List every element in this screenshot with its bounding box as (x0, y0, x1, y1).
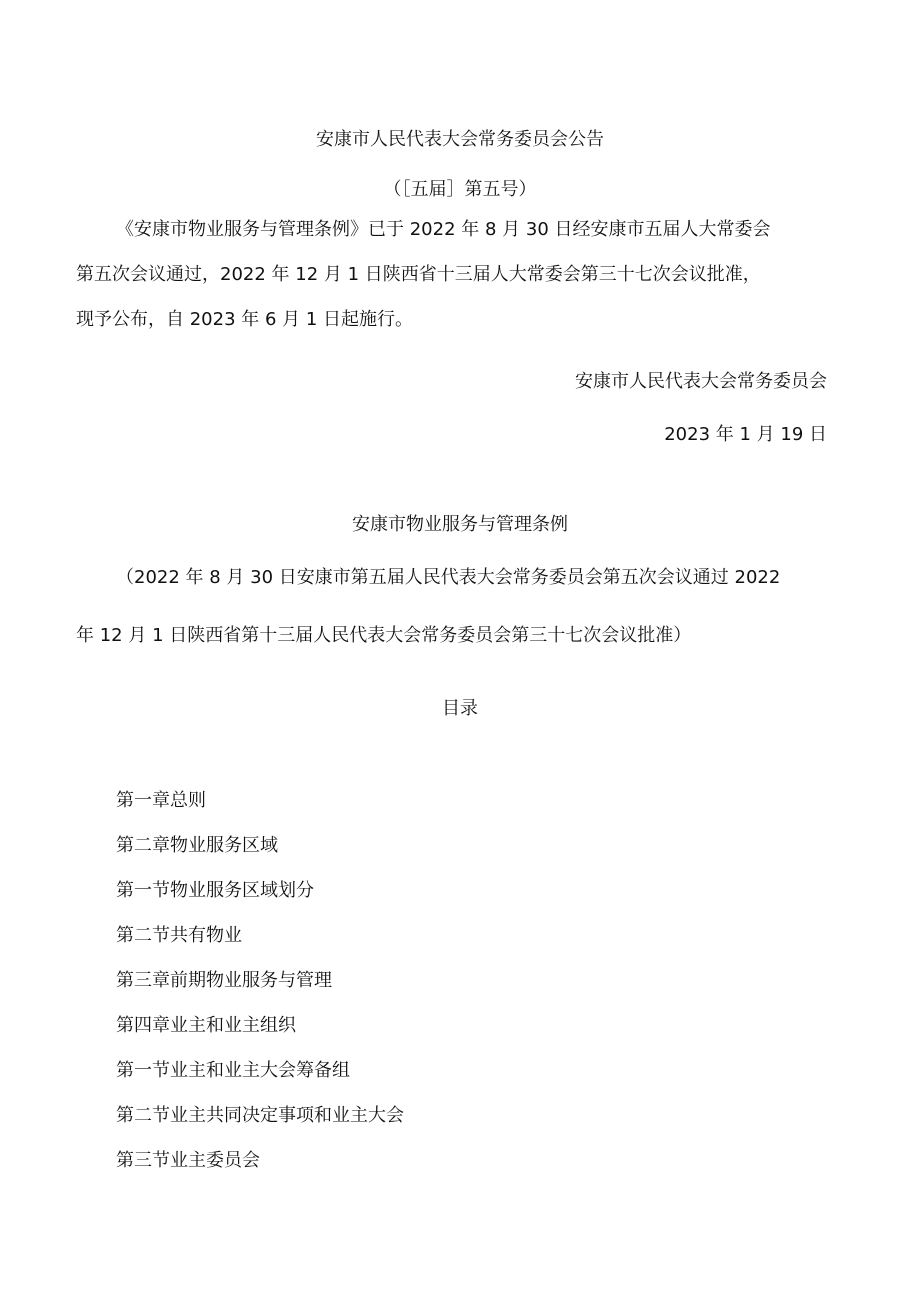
announcement-body-line-2: 第五次会议通过，2022 年 12 月 1 日陕西省十三届人大常委会第三十七次会议批准， (76, 264, 761, 285)
announcement-body-line-3: 现予公布，自 2023 年 6 月 1 日起施行。 (76, 309, 414, 330)
toc-item: 第一节物业服务区域划分 (116, 880, 314, 901)
toc-item: 第四章业主和业主组织 (116, 1015, 296, 1036)
toc-item: 第二节共有物业 (116, 925, 242, 946)
regulation-note-line-1: （2022 年 8 月 30 日安康市第五届人民代表大会常务委员会第五次会议通过 2022 (116, 567, 781, 588)
announcement-signature: 安康市人民代表大会常务委员会 (575, 371, 827, 392)
toc-item: 第二节业主共同决定事项和业主大会 (116, 1105, 404, 1126)
regulation-title: 安康市物业服务与管理条例 (352, 514, 568, 535)
toc-item: 第三节业主委员会 (116, 1150, 260, 1171)
announcement-body-line-1: 《安康市物业服务与管理条例》已于 2022 年 8 月 30 日经安康市五届人大常委会 (116, 219, 771, 240)
announcement-date: 2023 年 1 月 19 日 (664, 424, 827, 445)
toc-item: 第一章总则 (116, 790, 206, 811)
announcement-title: 安康市人民代表大会常务委员会公告 (316, 129, 604, 150)
toc-heading: 目录 (442, 698, 478, 719)
toc-item: 第一节业主和业主大会筹备组 (116, 1060, 350, 1081)
regulation-note-line-2: 年 12 月 1 日陕西省第十三届人民代表大会常务委员会第三十七次会议批准） (76, 625, 692, 646)
toc-item: 第二章物业服务区域 (116, 835, 278, 856)
toc-item: 第三章前期物业服务与管理 (116, 970, 332, 991)
announcement-number: （［五届］第五号） (383, 179, 537, 200)
